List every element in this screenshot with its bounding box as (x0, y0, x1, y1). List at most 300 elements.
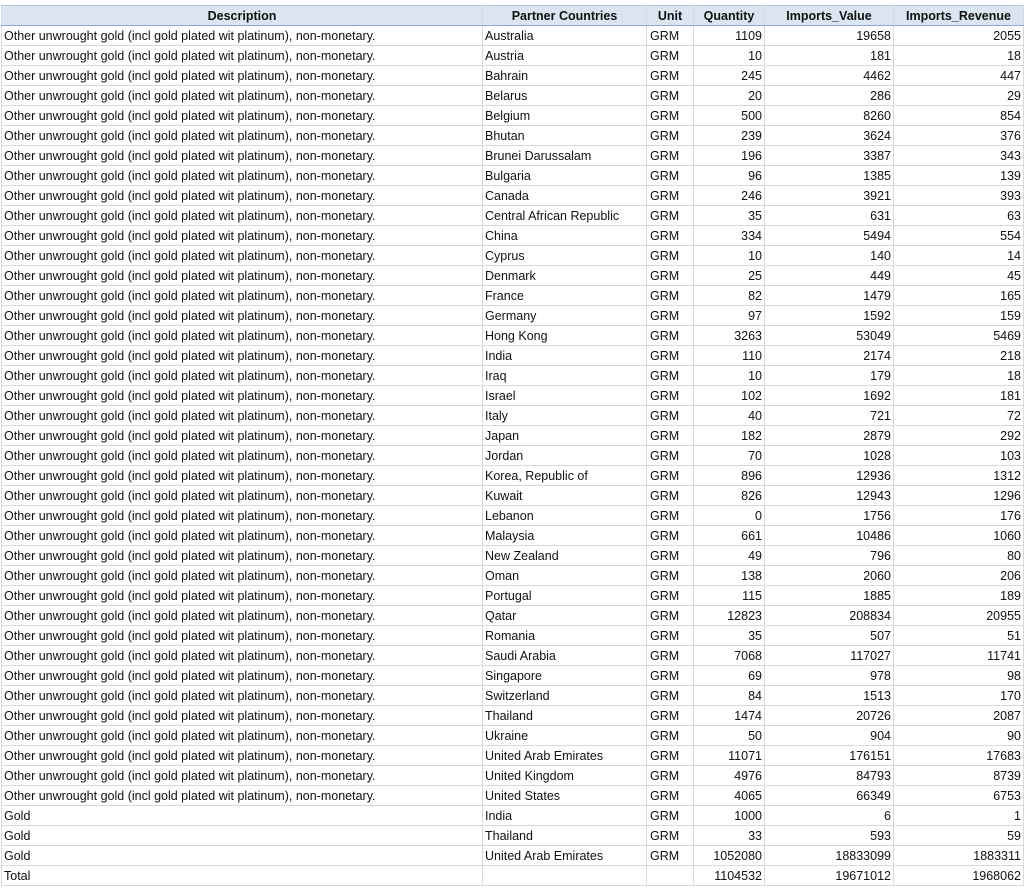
quantity-cell[interactable]: 1104532 (694, 866, 765, 886)
table-row (2, 806, 1024, 826)
unit-cell[interactable]: GRM (647, 326, 694, 346)
description-cell[interactable]: Other unwrought gold (incl gold plated wit platinum), non-monetary. (2, 146, 483, 166)
description-cell[interactable]: Other unwrought gold (incl gold plated wit platinum), non-monetary. (2, 686, 483, 706)
imports-revenue-cell[interactable]: 98 (894, 666, 1024, 686)
description-cell[interactable]: Total (2, 866, 483, 886)
imports-value-cell[interactable]: 286 (765, 86, 894, 106)
imports-revenue-cell[interactable]: 170 (894, 686, 1024, 706)
imports-revenue-cell[interactable]: 17683 (894, 746, 1024, 766)
imports-revenue-cell[interactable]: 18 (894, 46, 1024, 66)
description-cell[interactable]: Other unwrought gold (incl gold plated wit platinum), non-monetary. (2, 566, 483, 586)
imports-revenue-cell[interactable]: 63 (894, 206, 1024, 226)
partner-country-cell[interactable]: United Arab Emirates (483, 746, 647, 766)
imports-value-cell[interactable]: 208834 (765, 606, 894, 626)
table-row (2, 86, 1024, 106)
imports-revenue-cell[interactable]: 447 (894, 66, 1024, 86)
imports-revenue-cell[interactable]: 8739 (894, 766, 1024, 786)
description-cell[interactable]: Other unwrought gold (incl gold plated wit platinum), non-monetary. (2, 206, 483, 226)
imports-revenue-cell[interactable]: 14 (894, 246, 1024, 266)
description-cell[interactable]: Other unwrought gold (incl gold plated wit platinum), non-monetary. (2, 426, 483, 446)
quantity-cell[interactable]: 10 (694, 246, 765, 266)
imports-value-cell[interactable]: 3624 (765, 126, 894, 146)
description-cell[interactable]: Other unwrought gold (incl gold plated wit platinum), non-monetary. (2, 266, 483, 286)
description-cell[interactable]: Other unwrought gold (incl gold plated wit platinum), non-monetary. (2, 306, 483, 326)
quantity-cell[interactable]: 896 (694, 466, 765, 486)
imports-value-cell[interactable]: 449 (765, 266, 894, 286)
table-row (2, 406, 1024, 426)
description-cell[interactable]: Other unwrought gold (incl gold plated wit platinum), non-monetary. (2, 286, 483, 306)
quantity-cell[interactable]: 110 (694, 346, 765, 366)
quantity-cell[interactable]: 500 (694, 106, 765, 126)
quantity-cell[interactable]: 10 (694, 46, 765, 66)
partner-country-cell[interactable]: Thailand (483, 826, 647, 846)
quantity-cell[interactable]: 11071 (694, 746, 765, 766)
quantity-cell[interactable]: 12823 (694, 606, 765, 626)
imports-revenue-cell[interactable]: 51 (894, 626, 1024, 646)
imports-value-cell[interactable]: 3921 (765, 186, 894, 206)
quantity-cell[interactable]: 49 (694, 546, 765, 566)
imports-value-cell[interactable]: 176151 (765, 746, 894, 766)
imports-revenue-cell[interactable]: 29 (894, 86, 1024, 106)
imports-value-cell[interactable]: 53049 (765, 326, 894, 346)
quantity-cell[interactable]: 82 (694, 286, 765, 306)
table-row (2, 666, 1024, 686)
imports-value-cell[interactable]: 1692 (765, 386, 894, 406)
table-row (2, 246, 1024, 266)
description-cell[interactable]: Other unwrought gold (incl gold plated wit platinum), non-monetary. (2, 606, 483, 626)
table-row (2, 746, 1024, 766)
quantity-cell[interactable]: 96 (694, 166, 765, 186)
unit-cell[interactable]: GRM (647, 546, 694, 566)
col-header-partner-countries[interactable]: Partner Countries (483, 6, 647, 26)
quantity-cell[interactable]: 7068 (694, 646, 765, 666)
partner-country-cell[interactable]: Portugal (483, 586, 647, 606)
partner-country-cell[interactable]: Ukraine (483, 726, 647, 746)
imports-value-cell[interactable]: 8260 (765, 106, 894, 126)
partner-country-cell[interactable]: Japan (483, 426, 647, 446)
table-row (2, 726, 1024, 746)
header-row (2, 6, 1024, 26)
description-cell[interactable]: Other unwrought gold (incl gold plated wit platinum), non-monetary. (2, 326, 483, 346)
imports-revenue-cell[interactable]: 218 (894, 346, 1024, 366)
unit-cell[interactable]: GRM (647, 426, 694, 446)
description-cell[interactable]: Gold (2, 806, 483, 826)
quantity-cell[interactable]: 826 (694, 486, 765, 506)
description-cell[interactable]: Other unwrought gold (incl gold plated wit platinum), non-monetary. (2, 46, 483, 66)
table-row (2, 286, 1024, 306)
partner-country-cell[interactable]: Israel (483, 386, 647, 406)
partner-country-cell[interactable]: India (483, 806, 647, 826)
unit-cell[interactable]: GRM (647, 626, 694, 646)
quantity-cell[interactable]: 33 (694, 826, 765, 846)
imports-value-cell[interactable]: 3387 (765, 146, 894, 166)
description-cell[interactable]: Other unwrought gold (incl gold plated wit platinum), non-monetary. (2, 746, 483, 766)
imports-value-cell[interactable]: 2174 (765, 346, 894, 366)
unit-cell[interactable]: GRM (647, 366, 694, 386)
imports-value-cell[interactable]: 1592 (765, 306, 894, 326)
partner-country-cell[interactable]: Malaysia (483, 526, 647, 546)
col-header-unit[interactable]: Unit (647, 6, 694, 26)
quantity-cell[interactable]: 661 (694, 526, 765, 546)
description-cell[interactable]: Other unwrought gold (incl gold plated wit platinum), non-monetary. (2, 706, 483, 726)
imports-value-cell[interactable]: 20726 (765, 706, 894, 726)
partner-country-cell[interactable]: Saudi Arabia (483, 646, 647, 666)
unit-cell[interactable]: GRM (647, 46, 694, 66)
description-cell[interactable]: Other unwrought gold (incl gold plated wit platinum), non-monetary. (2, 486, 483, 506)
unit-cell[interactable]: GRM (647, 846, 694, 866)
imports-revenue-cell[interactable]: 181 (894, 386, 1024, 406)
partner-country-cell[interactable]: Romania (483, 626, 647, 646)
imports-revenue-cell[interactable]: 189 (894, 586, 1024, 606)
partner-country-cell[interactable]: Australia (483, 26, 647, 46)
quantity-cell[interactable]: 115 (694, 586, 765, 606)
imports-value-cell[interactable]: 2879 (765, 426, 894, 446)
description-cell[interactable]: Other unwrought gold (incl gold plated wit platinum), non-monetary. (2, 226, 483, 246)
imports-value-cell[interactable]: 4462 (765, 66, 894, 86)
unit-cell[interactable]: GRM (647, 186, 694, 206)
partner-country-cell[interactable]: Cyprus (483, 246, 647, 266)
partner-country-cell[interactable]: Oman (483, 566, 647, 586)
partner-country-cell[interactable]: Jordan (483, 446, 647, 466)
unit-cell[interactable]: GRM (647, 166, 694, 186)
imports-value-cell[interactable]: 117027 (765, 646, 894, 666)
table-row (2, 686, 1024, 706)
imports-revenue-cell[interactable]: 159 (894, 306, 1024, 326)
imports-revenue-cell[interactable]: 103 (894, 446, 1024, 466)
table-row (2, 506, 1024, 526)
unit-cell[interactable]: GRM (647, 646, 694, 666)
quantity-cell[interactable]: 4065 (694, 786, 765, 806)
imports-revenue-cell[interactable]: 1296 (894, 486, 1024, 506)
unit-cell[interactable]: GRM (647, 746, 694, 766)
imports-revenue-cell[interactable]: 343 (894, 146, 1024, 166)
table-row (2, 466, 1024, 486)
col-header-imports-value[interactable]: Imports_Value (765, 6, 894, 26)
col-header-quantity[interactable]: Quantity (694, 6, 765, 26)
table-row (2, 846, 1024, 866)
table-row (2, 46, 1024, 66)
quantity-cell[interactable]: 4976 (694, 766, 765, 786)
unit-cell[interactable]: GRM (647, 486, 694, 506)
description-cell[interactable]: Other unwrought gold (incl gold plated wit platinum), non-monetary. (2, 446, 483, 466)
imports-value-cell[interactable]: 1385 (765, 166, 894, 186)
unit-cell[interactable]: GRM (647, 466, 694, 486)
table-body (2, 26, 1024, 886)
table-row (2, 226, 1024, 246)
imports-revenue-cell[interactable]: 45 (894, 266, 1024, 286)
imports-value-cell[interactable]: 1756 (765, 506, 894, 526)
quantity-cell[interactable]: 25 (694, 266, 765, 286)
imports-value-cell[interactable]: 6 (765, 806, 894, 826)
quantity-cell[interactable]: 10 (694, 366, 765, 386)
imports-value-cell[interactable]: 904 (765, 726, 894, 746)
description-cell[interactable]: Other unwrought gold (incl gold plated wit platinum), non-monetary. (2, 666, 483, 686)
partner-country-cell[interactable]: Germany (483, 306, 647, 326)
imports-revenue-cell[interactable]: 90 (894, 726, 1024, 746)
unit-cell[interactable]: GRM (647, 446, 694, 466)
imports-revenue-cell[interactable]: 139 (894, 166, 1024, 186)
description-cell[interactable]: Other unwrought gold (incl gold plated wit platinum), non-monetary. (2, 106, 483, 126)
table-row (2, 326, 1024, 346)
unit-cell[interactable]: GRM (647, 706, 694, 726)
unit-cell[interactable]: GRM (647, 146, 694, 166)
table-row (2, 206, 1024, 226)
partner-country-cell[interactable]: Bhutan (483, 126, 647, 146)
imports-revenue-cell[interactable]: 2055 (894, 26, 1024, 46)
imports-revenue-cell[interactable]: 1883311 (894, 846, 1024, 866)
quantity-cell[interactable]: 1109 (694, 26, 765, 46)
quantity-cell[interactable]: 102 (694, 386, 765, 406)
description-cell[interactable]: Other unwrought gold (incl gold plated wit platinum), non-monetary. (2, 186, 483, 206)
imports-value-cell[interactable]: 140 (765, 246, 894, 266)
imports-value-cell[interactable]: 181 (765, 46, 894, 66)
partner-country-cell[interactable]: Singapore (483, 666, 647, 686)
imports-revenue-cell[interactable]: 854 (894, 106, 1024, 126)
unit-cell[interactable]: GRM (647, 606, 694, 626)
unit-cell[interactable]: GRM (647, 106, 694, 126)
quantity-cell[interactable]: 70 (694, 446, 765, 466)
description-cell[interactable]: Other unwrought gold (incl gold plated wit platinum), non-monetary. (2, 646, 483, 666)
imports-value-cell[interactable]: 5494 (765, 226, 894, 246)
quantity-cell[interactable]: 334 (694, 226, 765, 246)
imports-value-cell[interactable]: 631 (765, 206, 894, 226)
quantity-cell[interactable]: 196 (694, 146, 765, 166)
quantity-cell[interactable]: 1474 (694, 706, 765, 726)
partner-country-cell[interactable]: China (483, 226, 647, 246)
unit-cell[interactable]: GRM (647, 386, 694, 406)
unit-cell[interactable]: GRM (647, 26, 694, 46)
unit-cell[interactable]: GRM (647, 686, 694, 706)
col-header-imports-revenue[interactable]: Imports_Revenue (894, 6, 1024, 26)
imports-revenue-cell[interactable]: 6753 (894, 786, 1024, 806)
unit-cell[interactable]: GRM (647, 586, 694, 606)
imports-revenue-cell[interactable]: 11741 (894, 646, 1024, 666)
imports-revenue-cell[interactable]: 376 (894, 126, 1024, 146)
description-cell[interactable]: Other unwrought gold (incl gold plated wit platinum), non-monetary. (2, 66, 483, 86)
quantity-cell[interactable]: 84 (694, 686, 765, 706)
col-header-description[interactable]: Description (2, 6, 483, 26)
imports-revenue-cell[interactable]: 5469 (894, 326, 1024, 346)
description-cell[interactable]: Other unwrought gold (incl gold plated wit platinum), non-monetary. (2, 26, 483, 46)
partner-country-cell[interactable]: Lebanon (483, 506, 647, 526)
table-row (2, 646, 1024, 666)
imports-value-cell[interactable]: 84793 (765, 766, 894, 786)
description-cell[interactable]: Other unwrought gold (incl gold plated wit platinum), non-monetary. (2, 406, 483, 426)
imports-table (1, 5, 1024, 886)
quantity-cell[interactable]: 69 (694, 666, 765, 686)
table-row (2, 706, 1024, 726)
imports-value-cell[interactable]: 593 (765, 826, 894, 846)
table-row (2, 266, 1024, 286)
partner-country-cell[interactable]: Italy (483, 406, 647, 426)
partner-country-cell[interactable]: Hong Kong (483, 326, 647, 346)
description-cell[interactable]: Other unwrought gold (incl gold plated wit platinum), non-monetary. (2, 526, 483, 546)
table-row (2, 606, 1024, 626)
partner-country-cell[interactable]: United Arab Emirates (483, 846, 647, 866)
description-cell[interactable]: Other unwrought gold (incl gold plated wit platinum), non-monetary. (2, 386, 483, 406)
imports-revenue-cell[interactable]: 1312 (894, 466, 1024, 486)
table-row (2, 346, 1024, 366)
description-cell[interactable]: Other unwrought gold (incl gold plated wit platinum), non-monetary. (2, 786, 483, 806)
description-cell[interactable]: Other unwrought gold (incl gold plated wit platinum), non-monetary. (2, 126, 483, 146)
partner-country-cell[interactable]: Kuwait (483, 486, 647, 506)
imports-value-cell[interactable]: 721 (765, 406, 894, 426)
unit-cell[interactable]: GRM (647, 246, 694, 266)
imports-revenue-cell[interactable]: 554 (894, 226, 1024, 246)
imports-revenue-cell[interactable]: 292 (894, 426, 1024, 446)
description-cell[interactable]: Other unwrought gold (incl gold plated wit platinum), non-monetary. (2, 86, 483, 106)
partner-country-cell[interactable]: Brunei Darussalam (483, 146, 647, 166)
unit-cell[interactable]: GRM (647, 506, 694, 526)
description-cell[interactable]: Other unwrought gold (incl gold plated wit platinum), non-monetary. (2, 506, 483, 526)
imports-revenue-cell[interactable]: 176 (894, 506, 1024, 526)
partner-country-cell[interactable]: Canada (483, 186, 647, 206)
imports-value-cell[interactable]: 1513 (765, 686, 894, 706)
imports-revenue-cell[interactable]: 165 (894, 286, 1024, 306)
partner-country-cell[interactable]: United States (483, 786, 647, 806)
imports-revenue-cell[interactable]: 393 (894, 186, 1024, 206)
quantity-cell[interactable]: 35 (694, 626, 765, 646)
unit-cell[interactable]: GRM (647, 786, 694, 806)
partner-country-cell[interactable]: Denmark (483, 266, 647, 286)
unit-cell[interactable]: GRM (647, 126, 694, 146)
quantity-cell[interactable]: 3263 (694, 326, 765, 346)
unit-cell[interactable]: GRM (647, 566, 694, 586)
imports-value-cell[interactable]: 10486 (765, 526, 894, 546)
table-row (2, 446, 1024, 466)
imports-value-cell[interactable]: 1885 (765, 586, 894, 606)
unit-cell[interactable]: GRM (647, 86, 694, 106)
description-cell[interactable]: Other unwrought gold (incl gold plated wit platinum), non-monetary. (2, 366, 483, 386)
unit-cell[interactable]: GRM (647, 826, 694, 846)
imports-revenue-cell[interactable]: 72 (894, 406, 1024, 426)
table-row (2, 306, 1024, 326)
partner-country-cell[interactable]: Qatar (483, 606, 647, 626)
quantity-cell[interactable]: 40 (694, 406, 765, 426)
partner-country-cell[interactable]: Belarus (483, 86, 647, 106)
partner-country-cell[interactable]: Switzerland (483, 686, 647, 706)
table-row (2, 166, 1024, 186)
description-cell[interactable]: Gold (2, 826, 483, 846)
unit-cell[interactable]: GRM (647, 406, 694, 426)
unit-cell[interactable]: GRM (647, 266, 694, 286)
imports-value-cell[interactable]: 1479 (765, 286, 894, 306)
unit-cell[interactable]: GRM (647, 286, 694, 306)
partner-country-cell[interactable]: Korea, Republic of (483, 466, 647, 486)
table-row (2, 626, 1024, 646)
partner-country-cell[interactable]: Bahrain (483, 66, 647, 86)
description-cell[interactable]: Other unwrought gold (incl gold plated wit platinum), non-monetary. (2, 546, 483, 566)
partner-country-cell[interactable]: Bulgaria (483, 166, 647, 186)
quantity-cell[interactable]: 97 (694, 306, 765, 326)
unit-cell[interactable]: GRM (647, 226, 694, 246)
imports-value-cell[interactable]: 18833099 (765, 846, 894, 866)
partner-country-cell[interactable]: United Kingdom (483, 766, 647, 786)
imports-value-cell[interactable]: 19671012 (765, 866, 894, 886)
table-row (2, 766, 1024, 786)
unit-cell[interactable]: GRM (647, 306, 694, 326)
imports-revenue-cell[interactable]: 2087 (894, 706, 1024, 726)
table-row (2, 386, 1024, 406)
unit-cell[interactable]: GRM (647, 526, 694, 546)
partner-country-cell[interactable]: Thailand (483, 706, 647, 726)
imports-value-cell[interactable]: 66349 (765, 786, 894, 806)
table-row (2, 146, 1024, 166)
imports-revenue-cell[interactable]: 20955 (894, 606, 1024, 626)
partner-country-cell[interactable]: India (483, 346, 647, 366)
description-cell[interactable]: Other unwrought gold (incl gold plated wit platinum), non-monetary. (2, 726, 483, 746)
unit-cell[interactable]: GRM (647, 766, 694, 786)
description-cell[interactable]: Gold (2, 846, 483, 866)
description-cell[interactable]: Other unwrought gold (incl gold plated wit platinum), non-monetary. (2, 626, 483, 646)
imports-value-cell[interactable]: 179 (765, 366, 894, 386)
quantity-cell[interactable]: 35 (694, 206, 765, 226)
imports-value-cell[interactable]: 978 (765, 666, 894, 686)
partner-country-cell[interactable]: Iraq (483, 366, 647, 386)
quantity-cell[interactable]: 0 (694, 506, 765, 526)
table-row (2, 106, 1024, 126)
table-row (2, 186, 1024, 206)
unit-cell[interactable]: GRM (647, 726, 694, 746)
imports-value-cell[interactable]: 12936 (765, 466, 894, 486)
imports-value-cell[interactable]: 796 (765, 546, 894, 566)
unit-cell[interactable]: GRM (647, 806, 694, 826)
quantity-cell[interactable]: 1000 (694, 806, 765, 826)
quantity-cell[interactable]: 50 (694, 726, 765, 746)
unit-cell[interactable]: GRM (647, 346, 694, 366)
table-row (2, 566, 1024, 586)
unit-cell[interactable]: GRM (647, 66, 694, 86)
description-cell[interactable]: Other unwrought gold (incl gold plated wit platinum), non-monetary. (2, 166, 483, 186)
description-cell[interactable]: Other unwrought gold (incl gold plated wit platinum), non-monetary. (2, 466, 483, 486)
partner-country-cell[interactable]: New Zealand (483, 546, 647, 566)
description-cell[interactable]: Other unwrought gold (incl gold plated wit platinum), non-monetary. (2, 246, 483, 266)
partner-country-cell[interactable]: Belgium (483, 106, 647, 126)
imports-revenue-cell[interactable]: 1060 (894, 526, 1024, 546)
partner-country-cell[interactable]: France (483, 286, 647, 306)
quantity-cell[interactable]: 1052080 (694, 846, 765, 866)
partner-country-cell[interactable]: Austria (483, 46, 647, 66)
quantity-cell[interactable]: 245 (694, 66, 765, 86)
unit-cell[interactable]: GRM (647, 206, 694, 226)
table-row (2, 426, 1024, 446)
unit-cell[interactable]: GRM (647, 666, 694, 686)
imports-value-cell[interactable]: 1028 (765, 446, 894, 466)
imports-revenue-cell[interactable]: 1968062 (894, 866, 1024, 886)
description-cell[interactable]: Other unwrought gold (incl gold plated wit platinum), non-monetary. (2, 586, 483, 606)
imports-revenue-cell[interactable]: 59 (894, 826, 1024, 846)
imports-revenue-cell[interactable]: 18 (894, 366, 1024, 386)
description-cell[interactable]: Other unwrought gold (incl gold plated wit platinum), non-monetary. (2, 766, 483, 786)
imports-revenue-cell[interactable]: 80 (894, 546, 1024, 566)
quantity-cell[interactable]: 138 (694, 566, 765, 586)
imports-revenue-cell[interactable]: 206 (894, 566, 1024, 586)
quantity-cell[interactable]: 239 (694, 126, 765, 146)
imports-value-cell[interactable]: 12943 (765, 486, 894, 506)
quantity-cell[interactable]: 246 (694, 186, 765, 206)
table-row (2, 546, 1024, 566)
description-cell[interactable]: Other unwrought gold (incl gold plated wit platinum), non-monetary. (2, 346, 483, 366)
imports-value-cell[interactable]: 19658 (765, 26, 894, 46)
quantity-cell[interactable]: 20 (694, 86, 765, 106)
imports-value-cell[interactable]: 2060 (765, 566, 894, 586)
table-row (2, 486, 1024, 506)
table-row (2, 66, 1024, 86)
imports-revenue-cell[interactable]: 1 (894, 806, 1024, 826)
imports-value-cell[interactable]: 507 (765, 626, 894, 646)
quantity-cell[interactable]: 182 (694, 426, 765, 446)
partner-country-cell[interactable]: Central African Republic (483, 206, 647, 226)
